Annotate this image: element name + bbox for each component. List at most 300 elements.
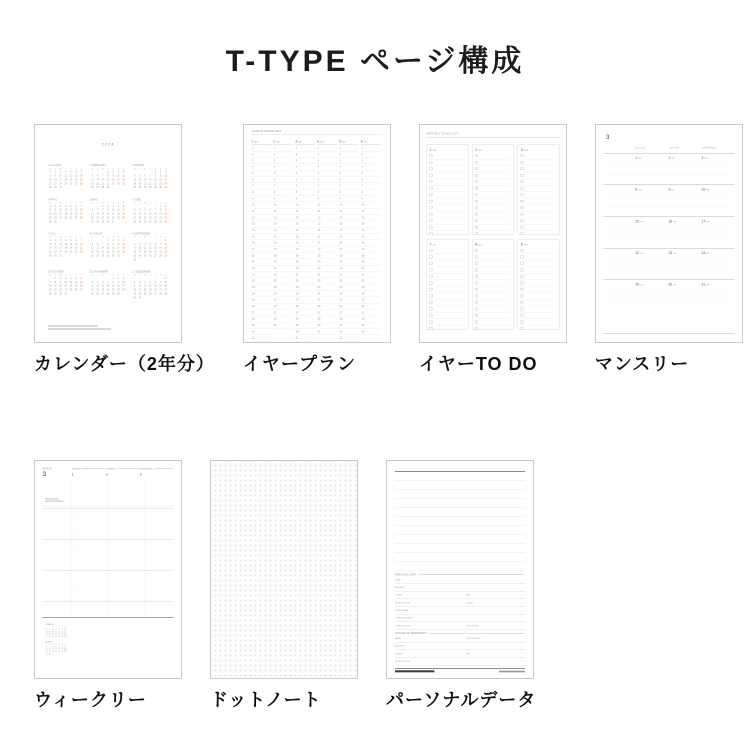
yearplan-day-row: 19 <box>295 259 315 265</box>
mini-month-title: 6.JUNE <box>132 198 142 201</box>
yearplan-day-row: 29 <box>295 322 315 328</box>
yearplan-day-row: 1 <box>273 145 293 151</box>
mini-day-grid: 1 2 3 4 5 6 7 8 9 10 11 12 13 14 15 16 17 18 19 20 21 22 23 24 25 26 27 28 29 30 31 <box>133 277 168 299</box>
checkbox-icon <box>430 219 433 222</box>
yearplan-day-row: 4 <box>295 164 315 170</box>
emergency-section-title: IN CASE OF EMERGENCY <box>394 632 428 635</box>
yearplan-day-row: 31 <box>295 335 315 341</box>
thumbnail-monthly <box>595 124 743 343</box>
yearplan-day-row: 13 <box>361 221 381 227</box>
yearplan-day-row: 22 <box>317 278 337 284</box>
mini-month <box>90 198 126 223</box>
yearplan-day-row: 2 <box>273 151 293 157</box>
yearplan-day-row: 29 <box>251 322 271 328</box>
card-yearplan <box>243 124 391 376</box>
mini-month-title: 4.APRIL <box>47 198 58 201</box>
checkbox-icon <box>430 167 433 170</box>
checkbox-icon <box>430 256 433 259</box>
todo-page-preview <box>420 125 566 342</box>
yearplan-day-row: 17 <box>317 246 337 252</box>
mini-month <box>48 233 84 262</box>
monthly-page-preview <box>596 125 742 342</box>
yearplan-day-row: 5 <box>273 170 293 176</box>
ruled-line <box>395 490 525 499</box>
checkbox-icon <box>430 314 433 317</box>
personal-data-field: MOBILE PHONE E-MAIL <box>395 599 525 607</box>
yearplan-day-row: 19 <box>361 259 381 265</box>
mini-month <box>90 164 126 189</box>
checkbox-icon <box>475 282 478 285</box>
yearplan-day-row: 13 <box>295 221 315 227</box>
personal-data-field: NAME <box>395 576 525 584</box>
card-todo <box>419 124 567 376</box>
checkbox-icon <box>475 200 478 203</box>
yearplan-day-row: 8 <box>251 189 271 195</box>
yearplan-day-row: 30 <box>295 329 315 335</box>
yearplan-day-row: 27 <box>317 310 337 316</box>
yearplan-month-column: 6JUN 1 2 3 4 5 6 7 8 9 10 11 12 13 14 15 16 17 18 19 20 21 22 23 24 25 26 27 28 29 30 <box>361 138 383 341</box>
checkbox-icon <box>430 187 433 190</box>
footer-right-text <box>499 670 525 672</box>
yearplan-day-row: 23 <box>251 284 271 290</box>
yearplan-day-row: 2 <box>317 151 337 157</box>
yearplan-month-column: 1JAN 1 2 3 4 5 6 7 8 9 10 11 12 13 14 15 16 17 18 19 20 21 22 23 24 25 26 27 28 29 30 31 <box>251 138 273 341</box>
mini-day-grid: 1 2 3 4 5 6 7 8 9 10 11 12 13 14 15 16 17 18 19 20 21 22 23 24 25 26 27 28 29 30 <box>45 643 67 655</box>
yearplan-day-row: 28 <box>339 316 359 322</box>
yearplan-day-row: 24 <box>273 291 293 297</box>
yearplan-day-row: 27 <box>251 310 271 316</box>
ruled-line <box>395 517 525 526</box>
yearplan-day-row: 25 <box>273 297 293 303</box>
weekday-initials: M T W T F S S <box>133 167 167 170</box>
checkbox-icon <box>521 187 524 190</box>
mini-month-title: 7.JULY <box>47 232 57 235</box>
mini-day-grid: 1 2 3 4 5 6 7 8 9 10 11 12 13 14 15 16 17 18 19 20 21 22 23 24 25 26 27 28 29 30 31 <box>91 239 125 257</box>
todo-month-box: 7JUL <box>427 239 469 330</box>
yearplan-day-row: 24 <box>251 291 271 297</box>
mini-month-title: 10.OCTOBER <box>47 270 65 273</box>
yearplan-day-row: 11 <box>317 208 337 214</box>
mini-month <box>132 198 168 223</box>
checkbox-icon <box>521 288 524 291</box>
checkbox-icon <box>475 161 478 164</box>
personal-data-field: MOBILE PHONE <box>395 658 525 666</box>
checkbox-icon <box>430 321 433 324</box>
checkbox-icon <box>430 269 433 272</box>
weekday-initials: M T W T F S S <box>91 202 125 205</box>
yearplan-month-column: 2FEB 1 2 3 4 5 6 7 8 9 10 11 12 13 14 15 16 17 18 19 20 21 22 23 24 25 26 27 28 29 <box>273 138 295 341</box>
checkbox-icon <box>475 321 478 324</box>
thumbnail-calendar <box>34 124 182 343</box>
yearplan-day-row: 27 <box>361 310 381 316</box>
yearplan-day-row: 5 <box>317 170 337 176</box>
personal-data-field: NAME RELATIONSHIP <box>395 635 525 643</box>
mini-month-title: 5.MAY <box>89 198 98 201</box>
yearplan-day-row: 24 <box>295 291 315 297</box>
monthly-week-row: 8MON 9TUE 10WED <box>603 185 734 217</box>
monthly-week-row: 22MON 23TUE 24WED <box>603 248 734 280</box>
ruled-line <box>395 526 525 535</box>
yearplan-day-row: 21 <box>295 272 315 278</box>
personal-data-field: PHONE FAX <box>395 591 525 599</box>
yearplan-day-row: 30 <box>317 329 337 335</box>
yearplan-day-row: 23 <box>295 284 315 290</box>
yearplan-day-row: 20 <box>317 265 337 271</box>
yearplan-day-row: 15 <box>361 234 381 240</box>
yearplan-day-row: 14 <box>339 227 359 233</box>
yearplan-day-row: 9 <box>295 196 315 202</box>
yearplan-day-row: 29 <box>273 322 293 328</box>
checkbox-icon <box>475 206 478 209</box>
yearplan-day-row: 25 <box>295 297 315 303</box>
checkbox-icon <box>430 206 433 209</box>
checkbox-icon <box>521 200 524 203</box>
monthly-week-row: 15MON 16TUE 17WED <box>603 216 734 248</box>
yearplan-day-row: 16 <box>339 240 359 246</box>
mini-month <box>90 271 126 300</box>
yearplan-day-row: 19 <box>317 259 337 265</box>
checkbox-icon <box>521 321 524 324</box>
yearplan-day-row: 21 <box>273 272 293 278</box>
card-weekly <box>34 460 182 712</box>
ruled-line <box>395 508 525 517</box>
yearplan-day-row: 10 <box>317 202 337 208</box>
yearplan-day-row: 14 <box>361 227 381 233</box>
checkbox-icon <box>475 275 478 278</box>
yearplan-day-row: 21 <box>361 272 381 278</box>
yearplan-day-row: 5 <box>339 170 359 176</box>
todo-checkbox-row <box>475 231 511 235</box>
yearplan-day-row: 20 <box>361 265 381 271</box>
yearplan-day-row: 27 <box>295 310 315 316</box>
yearplan-day-row: 13 <box>317 221 337 227</box>
checkbox-icon <box>521 167 524 170</box>
checkbox-icon <box>475 167 478 170</box>
yearplan-day-row: 12 <box>295 215 315 221</box>
personal-page-footer <box>395 668 525 672</box>
checkbox-icon <box>430 262 433 265</box>
yearplan-day-row: 30 <box>251 329 271 335</box>
thumbnail-personal <box>386 460 534 679</box>
yearplan-day-row: 5 <box>295 170 315 176</box>
weekly-side-notes <box>45 497 64 502</box>
yearplan-day-row: 4 <box>361 164 381 170</box>
mini-day-grid: 1 2 3 4 5 6 7 8 9 10 11 12 13 14 15 16 17 18 19 20 21 22 23 24 25 26 27 28 29 30 31 <box>133 170 168 189</box>
checkbox-icon <box>521 262 524 265</box>
mini-day-grid: 1 2 3 4 5 6 7 8 9 10 11 12 13 14 15 16 17 18 19 20 21 22 23 24 25 26 27 28 29 30 31 <box>45 626 67 638</box>
checkbox-icon <box>430 193 433 196</box>
yearplan-day-row: 7 <box>361 183 381 189</box>
yearplan-day-row: 10 <box>339 202 359 208</box>
yearplan-day-row: 14 <box>273 227 293 233</box>
yearplan-day-row: 14 <box>251 227 271 233</box>
yearplan-day-row: 16 <box>317 240 337 246</box>
yearplan-day-row: 26 <box>339 303 359 309</box>
yearplan-day-row: 12 <box>339 215 359 221</box>
yearplan-day-row: 14 <box>317 227 337 233</box>
yearplan-day-row: 27 <box>273 310 293 316</box>
todo-grid <box>427 144 560 329</box>
yearplan-day-row: 25 <box>251 297 271 303</box>
yearplan-day-row: 18 <box>339 253 359 259</box>
yearplan-day-row: 28 <box>295 316 315 322</box>
checkbox-icon <box>521 282 524 285</box>
mini-month-title: 2.FEBRUARY <box>89 164 107 167</box>
yearplan-day-row: 16 <box>295 240 315 246</box>
personal-data-section-title: PERSONAL DATA <box>394 573 417 576</box>
calendar-year-heading: 2024 <box>101 141 115 147</box>
checkbox-icon <box>521 256 524 259</box>
yearplan-day-row: 8 <box>339 189 359 195</box>
yearplan-day-row: 20 <box>273 265 293 271</box>
ruled-line <box>395 472 525 481</box>
yearplan-day-row: 9 <box>251 196 271 202</box>
checkbox-icon <box>475 219 478 222</box>
label-monthly: マンスリー <box>594 354 690 374</box>
yearplan-day-row: 14 <box>295 227 315 233</box>
yearplan-day-row: 9 <box>273 196 293 202</box>
checkbox-icon <box>521 308 524 311</box>
yearplan-day-row: 15 <box>251 234 271 240</box>
label-yearplan: イヤープラン <box>242 354 356 374</box>
mini-month-title: 8.AUGUST <box>89 232 103 235</box>
yearplan-day-row: 3 <box>295 158 315 164</box>
yearplan-day-row: 3 <box>251 158 271 164</box>
yearplan-day-row: 6 <box>339 177 359 183</box>
checkbox-icon <box>430 275 433 278</box>
checkbox-icon <box>475 308 478 311</box>
weekly-mini-calendars <box>45 624 67 659</box>
weekday-initials: M T W T F S S <box>133 274 167 277</box>
ruled-line <box>395 535 525 544</box>
monthly-grid <box>603 153 734 311</box>
mini-day-grid: 1 2 3 4 5 6 7 8 9 10 11 12 13 14 15 16 17 18 19 20 21 22 23 24 25 26 27 28 29 30 <box>133 239 168 261</box>
checkbox-icon <box>430 295 433 298</box>
footer-left-text <box>395 670 434 672</box>
thumbnail-todo <box>419 124 567 343</box>
yearplan-day-row: 1 <box>295 145 315 151</box>
checkbox-icon <box>475 174 478 177</box>
yearplan-day-row: 25 <box>339 297 359 303</box>
yearplan-day-row: 1 <box>317 145 337 151</box>
checkbox-icon <box>521 301 524 304</box>
checkbox-icon <box>430 249 433 252</box>
mini-day-grid: 1 2 3 4 5 6 7 8 9 10 11 12 13 14 15 16 17 18 19 20 21 22 23 24 25 26 27 28 29 30 31 <box>48 239 83 257</box>
yearplan-day-row: 18 <box>295 253 315 259</box>
thumbnail-yearplan <box>243 124 391 343</box>
yearplan-day-row: 16 <box>251 240 271 246</box>
checkbox-icon <box>521 193 524 196</box>
mini-month-title: 12.DECEMBER <box>132 270 151 273</box>
yearplan-day-row: 13 <box>339 221 359 227</box>
yearplan-page-preview <box>244 125 390 342</box>
yearplan-day-row: 8 <box>317 189 337 195</box>
yearplan-day-row: 2 <box>295 151 315 157</box>
yearplan-day-row: 2 <box>339 151 359 157</box>
checkbox-icon <box>475 301 478 304</box>
yearplan-day-row: 6 <box>251 177 271 183</box>
todo-month-box: 2FEB <box>472 144 514 235</box>
yearplan-day-row: 24 <box>339 291 359 297</box>
mini-day-grid: 1 2 3 4 5 6 7 8 9 10 11 12 13 14 15 16 17 18 19 20 21 22 23 24 25 26 27 28 29 30 <box>133 205 168 223</box>
yearplan-day-row: 30 <box>339 329 359 335</box>
checkbox-icon <box>521 154 524 157</box>
yearplan-day-row: 17 <box>251 246 271 252</box>
yearplan-day-row: 12 <box>317 215 337 221</box>
yearplan-day-row: 18 <box>361 253 381 259</box>
yearplan-day-row: 11 <box>361 208 381 214</box>
yearplan-day-row: 1 <box>251 145 271 151</box>
mini-month <box>48 198 84 223</box>
personal-page-preview <box>387 461 533 678</box>
yearplan-day-row: 12 <box>251 215 271 221</box>
yearplan-day-row: 4 <box>339 164 359 170</box>
yearplan-day-row: 21 <box>317 272 337 278</box>
yearplan-day-row: 3 <box>317 158 337 164</box>
checkbox-icon <box>475 187 478 190</box>
yearplan-day-row: 10 <box>273 202 293 208</box>
weekly-page-preview <box>35 461 181 678</box>
yearplan-day-row: 22 <box>339 278 359 284</box>
card-personal <box>386 460 536 712</box>
thumbnail-weekly <box>34 460 182 679</box>
label-dotnote: ドットノート <box>210 690 322 710</box>
yearplan-month-column: 3MAR 1 2 3 4 5 6 7 8 9 10 11 12 13 14 15 16 17 18 19 20 21 22 23 24 25 26 27 28 29 30 31 <box>295 138 317 341</box>
yearplan-day-row: 19 <box>273 259 293 265</box>
checkbox-icon <box>430 161 433 164</box>
yearplan-day-row: 4 <box>273 164 293 170</box>
mini-day-grid: 1 2 3 4 5 6 7 8 9 10 11 12 13 14 15 16 17 18 19 20 21 22 23 24 25 26 27 28 29 30 <box>91 277 125 295</box>
calendar-page-preview <box>35 125 181 342</box>
weekday-initials: M T W T F S S <box>133 236 167 239</box>
checkbox-icon <box>521 213 524 216</box>
yearplan-day-row: 24 <box>317 291 337 297</box>
checkbox-icon <box>430 154 433 157</box>
yearplan-day-row: 8 <box>295 189 315 195</box>
yearplan-header: YEAR PLANNER 2024 <box>251 130 382 135</box>
checkbox-icon <box>475 295 478 298</box>
yearplan-day-row: 6 <box>361 177 381 183</box>
todo-checkbox-row <box>430 325 466 329</box>
checkbox-icon <box>521 206 524 209</box>
checkbox-icon <box>430 174 433 177</box>
yearplan-day-row: 18 <box>273 253 293 259</box>
yearplan-day-row: 3 <box>273 158 293 164</box>
weekday-initials: M T W T F S S <box>49 236 82 239</box>
yearplan-month-column: 5MAY 1 2 3 4 5 6 7 8 9 10 11 12 13 14 15 16 17 18 19 20 21 22 23 24 25 26 27 28 29 30 31 <box>339 138 361 341</box>
checkbox-icon <box>430 308 433 311</box>
yearplan-day-row: 18 <box>251 253 271 259</box>
yearplan-day-row: 10 <box>295 202 315 208</box>
yearplan-day-row: 13 <box>251 221 271 227</box>
personal-data-field: OFFICE PHONE OFFICE FAX <box>395 622 525 630</box>
yearplan-day-row: 7 <box>317 183 337 189</box>
checkbox-icon <box>475 269 478 272</box>
todo-checkbox-row <box>475 325 511 329</box>
checkbox-icon <box>430 200 433 203</box>
mini-month <box>132 271 168 300</box>
yearplan-day-row: 7 <box>251 183 271 189</box>
yearplan-day-row: 22 <box>251 278 271 284</box>
checkbox-icon <box>521 174 524 177</box>
yearplan-month-column: 4APR 1 2 3 4 5 6 7 8 9 10 11 12 13 14 15 16 17 18 19 20 21 22 23 24 25 26 27 28 29 30 <box>317 138 339 341</box>
checkbox-icon <box>521 226 524 229</box>
card-calendar <box>34 124 215 376</box>
label-weekly: ウィークリー <box>34 690 147 710</box>
yearplan-columns <box>251 138 382 341</box>
checkbox-icon <box>521 295 524 298</box>
yearplan-day-row: 29 <box>361 322 381 328</box>
checkbox-icon <box>521 314 524 317</box>
card-dotnote <box>210 460 358 712</box>
yearplan-day-row: 19 <box>251 259 271 265</box>
checkbox-icon <box>430 327 433 330</box>
yearplan-day-row: 7 <box>339 183 359 189</box>
yearplan-day-row: 23 <box>339 284 359 290</box>
yearplan-day-row: 4 <box>251 164 271 170</box>
yearplan-day-row: 22 <box>361 278 381 284</box>
yearplan-day-row: 2 <box>251 151 271 157</box>
yearplan-day-row: 1 <box>339 145 359 151</box>
yearplan-day-row: 29 <box>339 322 359 328</box>
mini-month <box>90 233 126 262</box>
yearplan-day-row: 12 <box>273 215 293 221</box>
page-title: T-TYPE ページ構成 <box>225 45 525 78</box>
checkbox-icon <box>475 213 478 216</box>
yearplan-day-row: 10 <box>361 202 381 208</box>
yearplan-day-row: 31 <box>251 335 271 341</box>
yearplan-day-row: 28 <box>361 316 381 322</box>
mini-calendar: 4 APRIL 1 2 3 4 5 6 7 8 9 10 11 12 13 14 15 16 17 18 19 20 21 22 23 24 25 26 27 28 29 30 <box>44 640 67 655</box>
mini-day-grid: 1 2 3 4 5 6 7 8 9 10 11 12 13 14 15 16 17 18 19 20 21 22 23 24 25 26 27 28 29 30 31 <box>48 277 83 295</box>
checkbox-icon <box>475 193 478 196</box>
checkbox-icon <box>430 301 433 304</box>
label-personal: パーソナルデータ <box>386 690 537 710</box>
yearplan-day-row: 3 <box>339 158 359 164</box>
mini-month <box>48 164 84 189</box>
yearplan-day-row: 15 <box>295 234 315 240</box>
personal-data-field: ADDRESS <box>395 642 525 650</box>
yearplan-day-row: 26 <box>317 303 337 309</box>
checkbox-icon <box>430 232 433 235</box>
checkbox-icon <box>521 232 524 235</box>
yearplan-day-row: 17 <box>295 246 315 252</box>
weekday-initials: M T W T F S S <box>49 274 82 277</box>
checkbox-icon <box>521 327 524 330</box>
yearplan-day-row: 13 <box>273 221 293 227</box>
weekday-initials: M T W T F S S <box>49 167 82 170</box>
todo-month-box: 3MAR <box>518 144 560 235</box>
yearplan-day-row: 11 <box>295 208 315 214</box>
mini-day-grid: 1 2 3 4 5 6 7 8 9 10 11 12 13 14 15 16 17 18 19 20 21 22 23 24 25 26 27 28 29 30 31 <box>48 170 83 189</box>
checkbox-icon <box>430 226 433 229</box>
yearplan-day-row: 4 <box>317 164 337 170</box>
yearplan-day-row: 1 <box>361 145 381 151</box>
personal-data-field: ADDRESS <box>395 584 525 592</box>
mini-month-title: 11.NOVEMBER <box>89 270 109 273</box>
thumbnail-row-2 <box>34 460 536 712</box>
checkbox-icon <box>475 327 478 330</box>
yearplan-day-row: 21 <box>251 272 271 278</box>
mini-day-grid: 1 2 3 4 5 6 7 8 9 10 11 12 13 14 15 16 17 18 19 20 21 22 23 24 25 26 27 28 29 <box>91 170 125 189</box>
checkbox-icon <box>521 249 524 252</box>
yearplan-day-row: 11 <box>251 208 271 214</box>
yearplan-day-row: 26 <box>273 303 293 309</box>
mini-month-title: 9.SEPTEMBER <box>132 232 151 235</box>
yearplan-day-row: 28 <box>251 316 271 322</box>
todo-header: MONTHLY TO DO LIST <box>427 132 560 137</box>
ruled-line <box>395 544 525 553</box>
